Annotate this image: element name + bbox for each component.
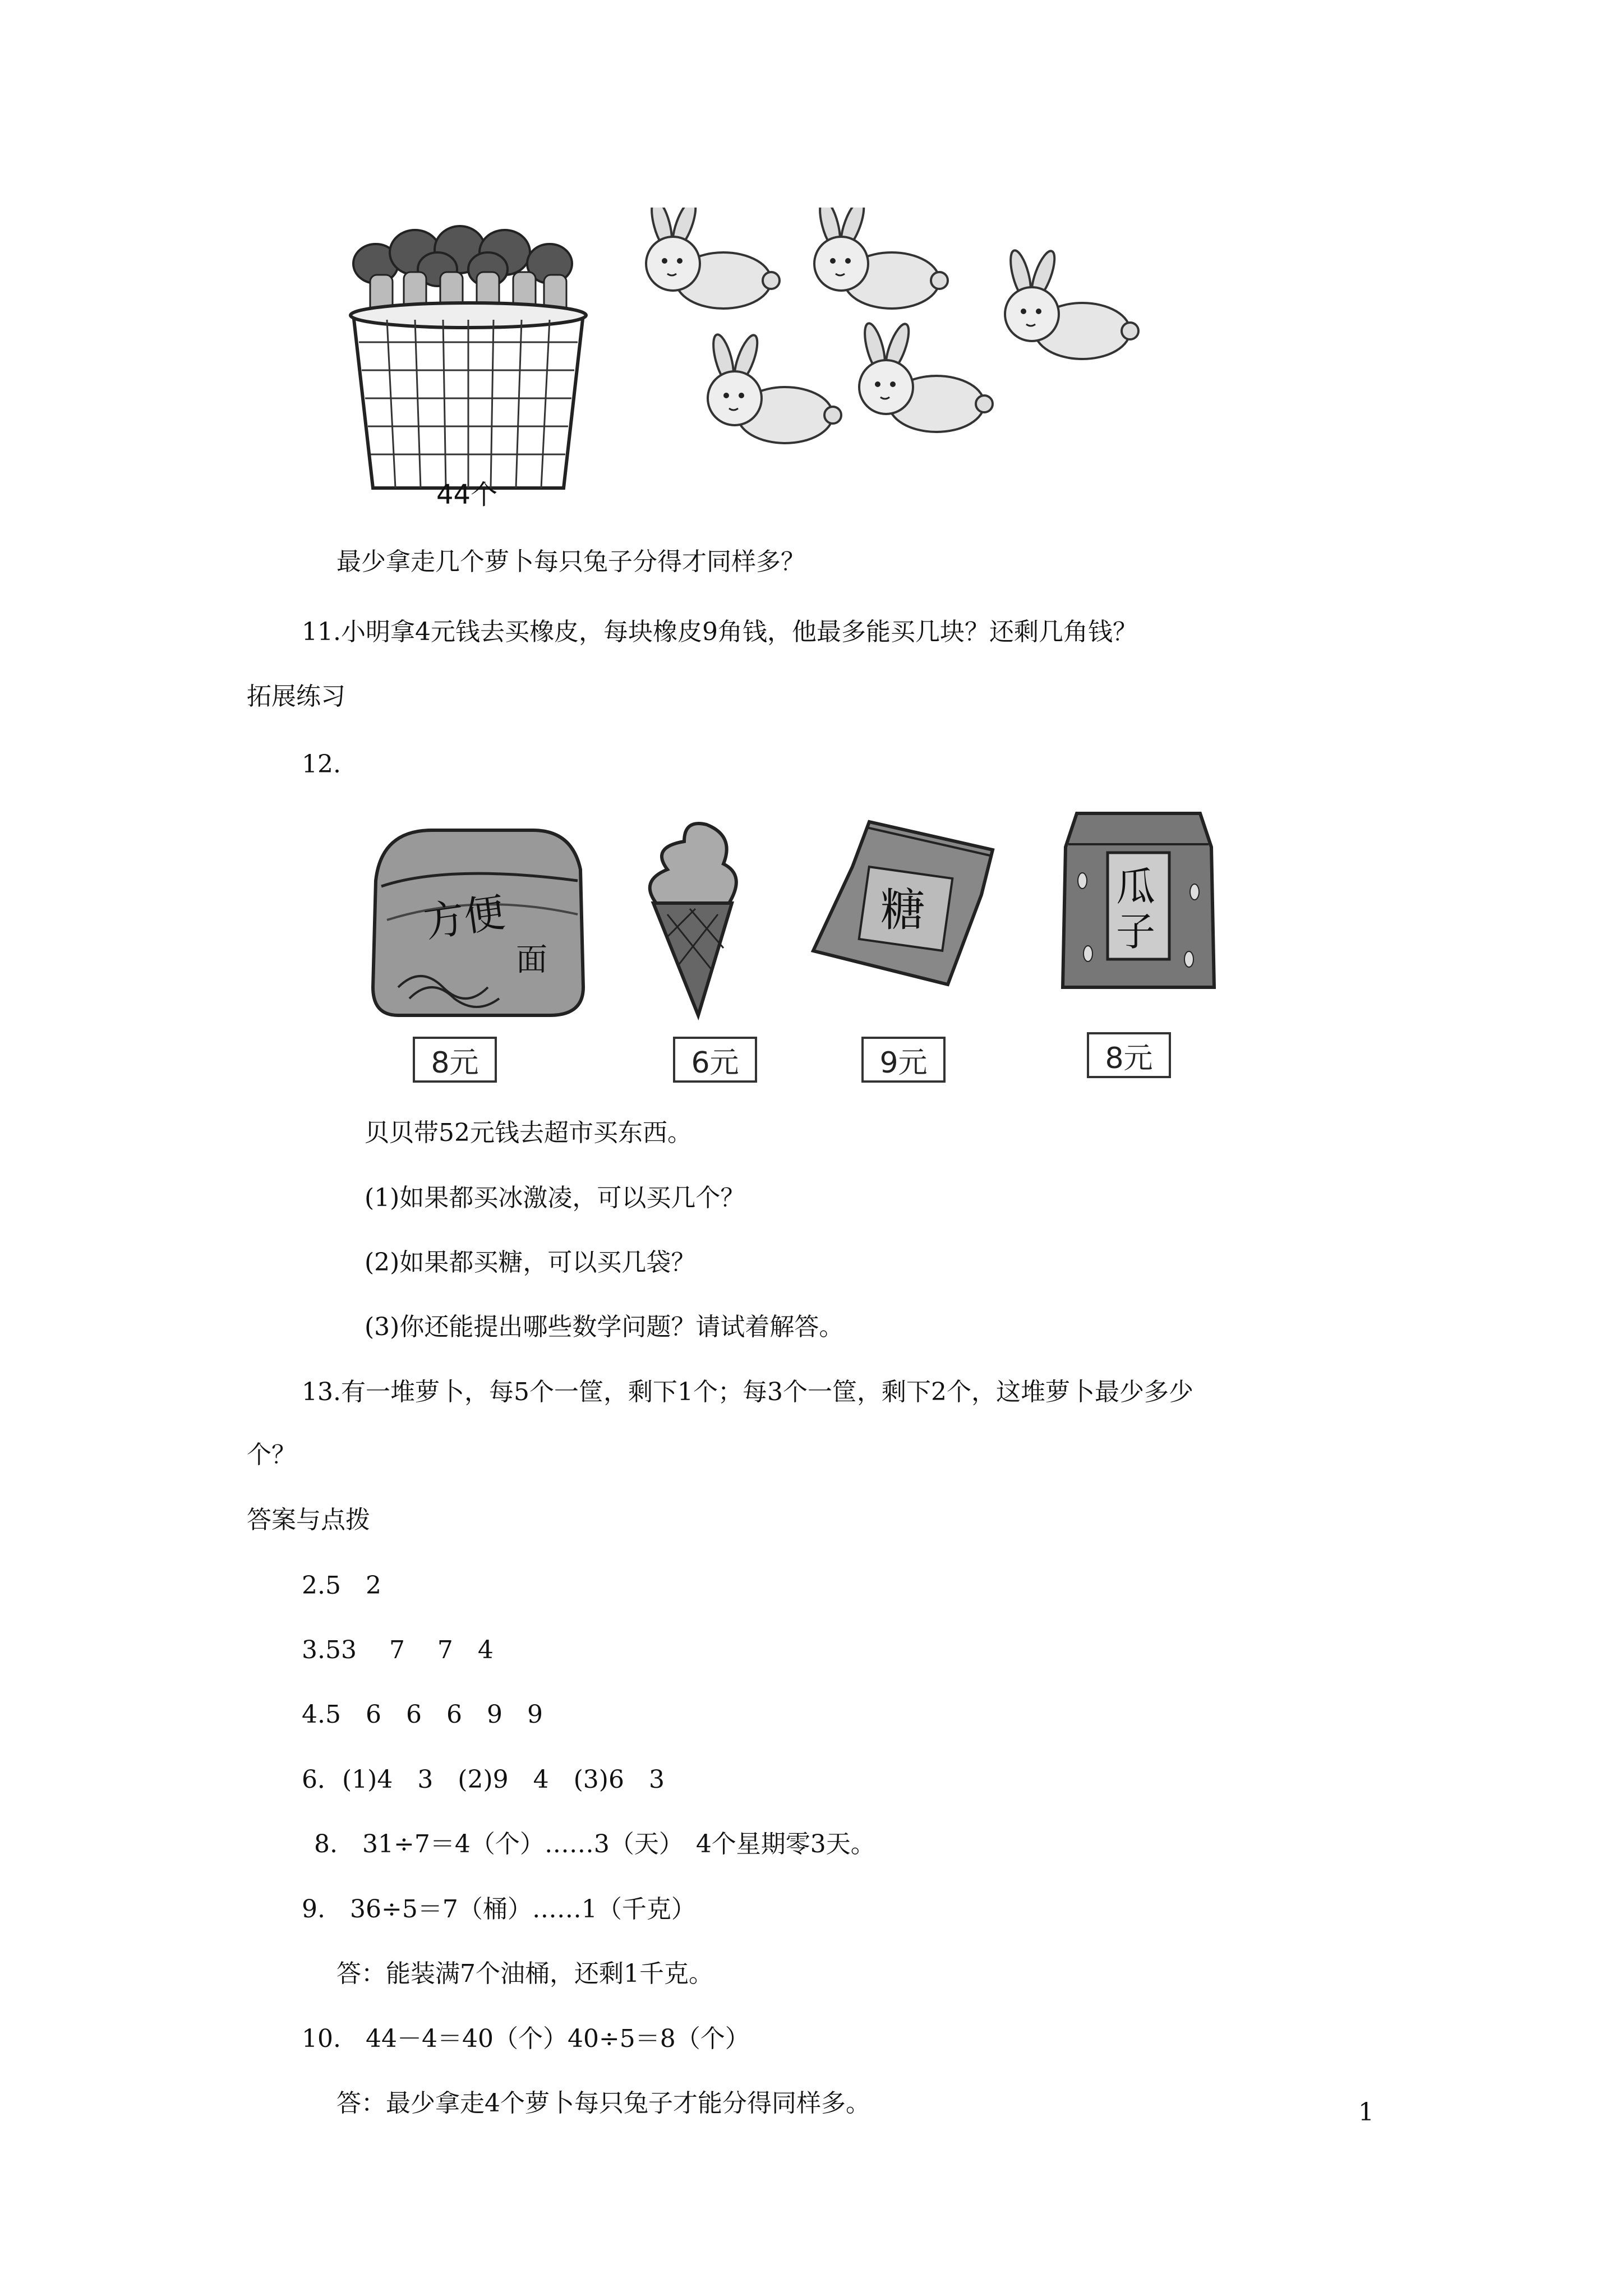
ice-cream-picture [634,813,751,1021]
q12-intro: 贝贝带52元钱去超市买东西。 [365,1119,692,1147]
section-heading-extension: 拓展练习 [247,682,345,711]
q12-number: 12. [302,750,341,779]
sunflower-seeds-picture [1054,802,1223,999]
sunflower-seeds-bag-icon [1054,802,1223,999]
answer-3: 3.53 7 7 4 [302,1636,494,1664]
carrot-basket-icon [342,208,594,522]
answer-10: 10. 44－4＝40（个）40÷5＝8（个） [302,2024,750,2053]
price-tag-noodles: 8元 [413,1037,497,1083]
q13-line2: 个？ [247,1441,296,1469]
answer-9: 9. 36÷5＝7（桶）……1（千克） [302,1895,696,1924]
candy-package-text: 糖 [880,884,925,936]
noodles-package-text: 方便 [421,888,508,946]
seeds-package-text-2: 子 [1116,909,1155,955]
q11-question: 11.小明拿4元钱去买橡皮，每块橡皮9角钱，他最多能买几块？还剩几角钱？ [302,618,1137,646]
instant-noodles-picture [365,819,589,1027]
answer-6: 6．(1)4 3 (2)9 4 (3)6 3 [302,1765,665,1794]
page-number: 1 [1358,2098,1374,2127]
q12-sub1: (1)如果都买冰激凌，可以买几个？ [365,1184,745,1212]
q10-question: 最少拿走几个萝卜每只兔子分得才同样多？ [336,547,805,576]
carrot-basket-figure [342,208,594,522]
answer-9-conclusion: 答：能装满7个油桶，还剩1千克。 [336,1959,713,1988]
candy-bag-icon [802,816,1004,996]
seeds-package-text-1: 瓜 [1116,864,1155,910]
rabbits-icon [639,208,1166,499]
q12-sub2: (2)如果都买糖，可以买几袋？ [365,1248,696,1277]
section-heading-answers: 答案与点拨 [247,1506,370,1534]
q13-line1: 13.有一堆萝卜，每5个一筐，剩下1个；每3个一筐，剩下2个，这堆萝卜最少多少 [302,1378,1193,1406]
answer-2: 2.5 2 [302,1571,381,1600]
answer-4: 4.5 6 6 6 9 9 [302,1700,543,1729]
price-tag-candy: 9元 [861,1037,946,1083]
answer-8: 8. 31÷7＝4（个）……3（天） 4个星期零3天。 [314,1830,875,1858]
price-tag-ice-cream: 6元 [673,1037,757,1083]
price-tag-seeds: 8元 [1087,1032,1171,1078]
q12-sub3: (3)你还能提出哪些数学问题？请试着解答。 [365,1313,844,1341]
noodles-package-text-2: 面 [516,942,547,978]
candy-bag-picture [802,816,1004,996]
instant-noodles-icon [365,819,589,1027]
ice-cream-icon [634,813,751,1021]
rabbits-figure [639,208,1166,499]
answer-10-conclusion: 答：最少拿走4个萝卜每只兔子才能分得同样多。 [336,2089,870,2118]
basket-label: 44个 [436,479,498,510]
